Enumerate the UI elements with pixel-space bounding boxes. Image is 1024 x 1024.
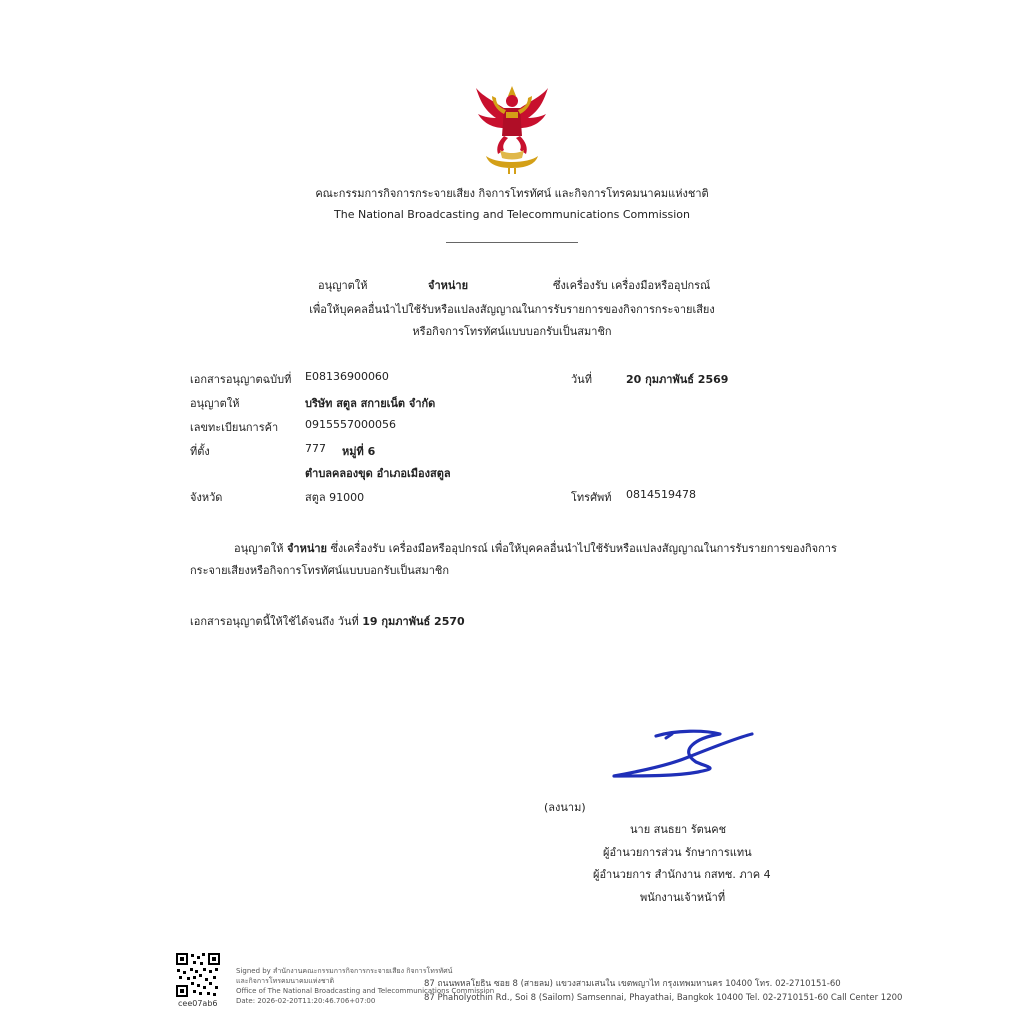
issue-date: 20 กุมภาพันธ์ 2569 [626,373,729,386]
agency-title-english: The National Broadcasting and Telecommunications Commission [334,208,690,221]
header-divider [446,242,578,243]
validity-date: 19 กุมภาพันธ์ 2570 [362,615,465,628]
handwritten-signature [606,728,756,784]
qr-code [175,952,221,998]
signed-by-english: Office of The National Broadcasting and Telecommunications Commission [236,987,495,995]
date-label: วันที่ [571,373,592,386]
garuda-emblem [470,84,554,176]
signed-by-thai: Signed by สำนักงานคณะกรรมการกิจการกระจายเสียง กิจการโทรทัศน์ [236,967,453,975]
signer-position-2: ผู้อำนวยการ สำนักงาน กสทช. ภาค 4 [593,868,771,881]
sign-label: (ลงนาม) [544,801,586,814]
phone-label: โทรศัพท์ [571,491,612,504]
intro-line-2: เพื่อให้บุคคลอื่นนำไปใช้รับหรือแปลงสัญญาณในการรับรายการของกิจการกระจายเสียง [309,303,715,316]
address-line-2: ตำบลคลองขุด อำเภอเมืองสตูล [305,467,451,480]
validity-statement [190,612,465,630]
office-address-thai: 87 ถนนพหลโยธิน ซอย 8 (สายลม) แขวงสามเสนใน เขตพญาไท กรุงเทพมหานคร 10400 โทร. 02-2710151-60 [424,979,841,989]
permission-line-2: กระจายเสียงหรือกิจการโทรทัศน์แบบบอกรับเป็นสมาชิก [190,564,449,577]
province: สตูล 91000 [305,491,365,504]
address-label: ที่ตั้ง [190,445,210,458]
address-number: 777 [305,442,326,455]
province-label: จังหวัด [190,491,223,504]
doc-number-label: เอกสารอนุญาตฉบับที่ [190,373,292,386]
doc-number: E08136900060 [305,370,389,383]
registration-label: เลขทะเบียนการค้า [190,421,279,434]
permission-rest: ซึ่งเครื่องรับ เครื่องมือหรืออุปกรณ์ เพื่อให้บุคคลอื่นนำไปใช้รับหรือแปลงสัญญาณในการรับรายการของกิจการ [330,542,837,555]
intro-activity: จำหน่าย [428,279,469,292]
registration-number: 0915557000056 [305,418,396,431]
signer-name: นาย สนธยา รัตนคช [630,823,727,836]
qr-code-id: cee07ab6 [178,999,218,1008]
licensee-name: บริษัท สตูล สกายเน็ต จำกัด [305,397,436,410]
signer-position-1: ผู้อำนวยการส่วน รักษาการแทน [603,846,752,859]
agency-title-thai: คณะกรรมการกิจการกระจายเสียง กิจการโทรทัศน์ และกิจการโทรคมนาคมแห่งชาติ [315,187,709,200]
permission-activity: จำหน่าย [286,542,327,555]
intro-label: อนุญาตให้ [318,279,368,292]
phone-number: 0814519478 [626,488,696,501]
validity-pre: เอกสารอนุญาตนี้ให้ใช้ได้จนถึง วันที่ [190,615,359,628]
office-address-english: 87 Phaholyothin Rd., Soi 8 (Sailom) Samsennai, Phayathai, Bangkok 10400 Tel. 02-2710151-60 Call Center 1200 [424,993,903,1003]
intro-item: ซึ่งเครื่องรับ เครื่องมือหรืออุปกรณ์ [553,279,711,292]
signed-date: Date: 2026-02-20T11:20:46.706+07:00 [236,997,376,1005]
permission-paragraph [234,539,837,557]
signer-position-3: พนักงานเจ้าหน้าที่ [640,891,726,904]
address-moo: หมู่ที่ 6 [342,445,376,458]
permission-pre: อนุญาตให้ [234,542,284,555]
signed-by-thai-2: และกิจการโทรคมนาคมแห่งชาติ [236,977,335,985]
licensee-label: อนุญาตให้ [190,397,240,410]
intro-line-3: หรือกิจการโทรทัศน์แบบบอกรับเป็นสมาชิก [412,325,612,338]
